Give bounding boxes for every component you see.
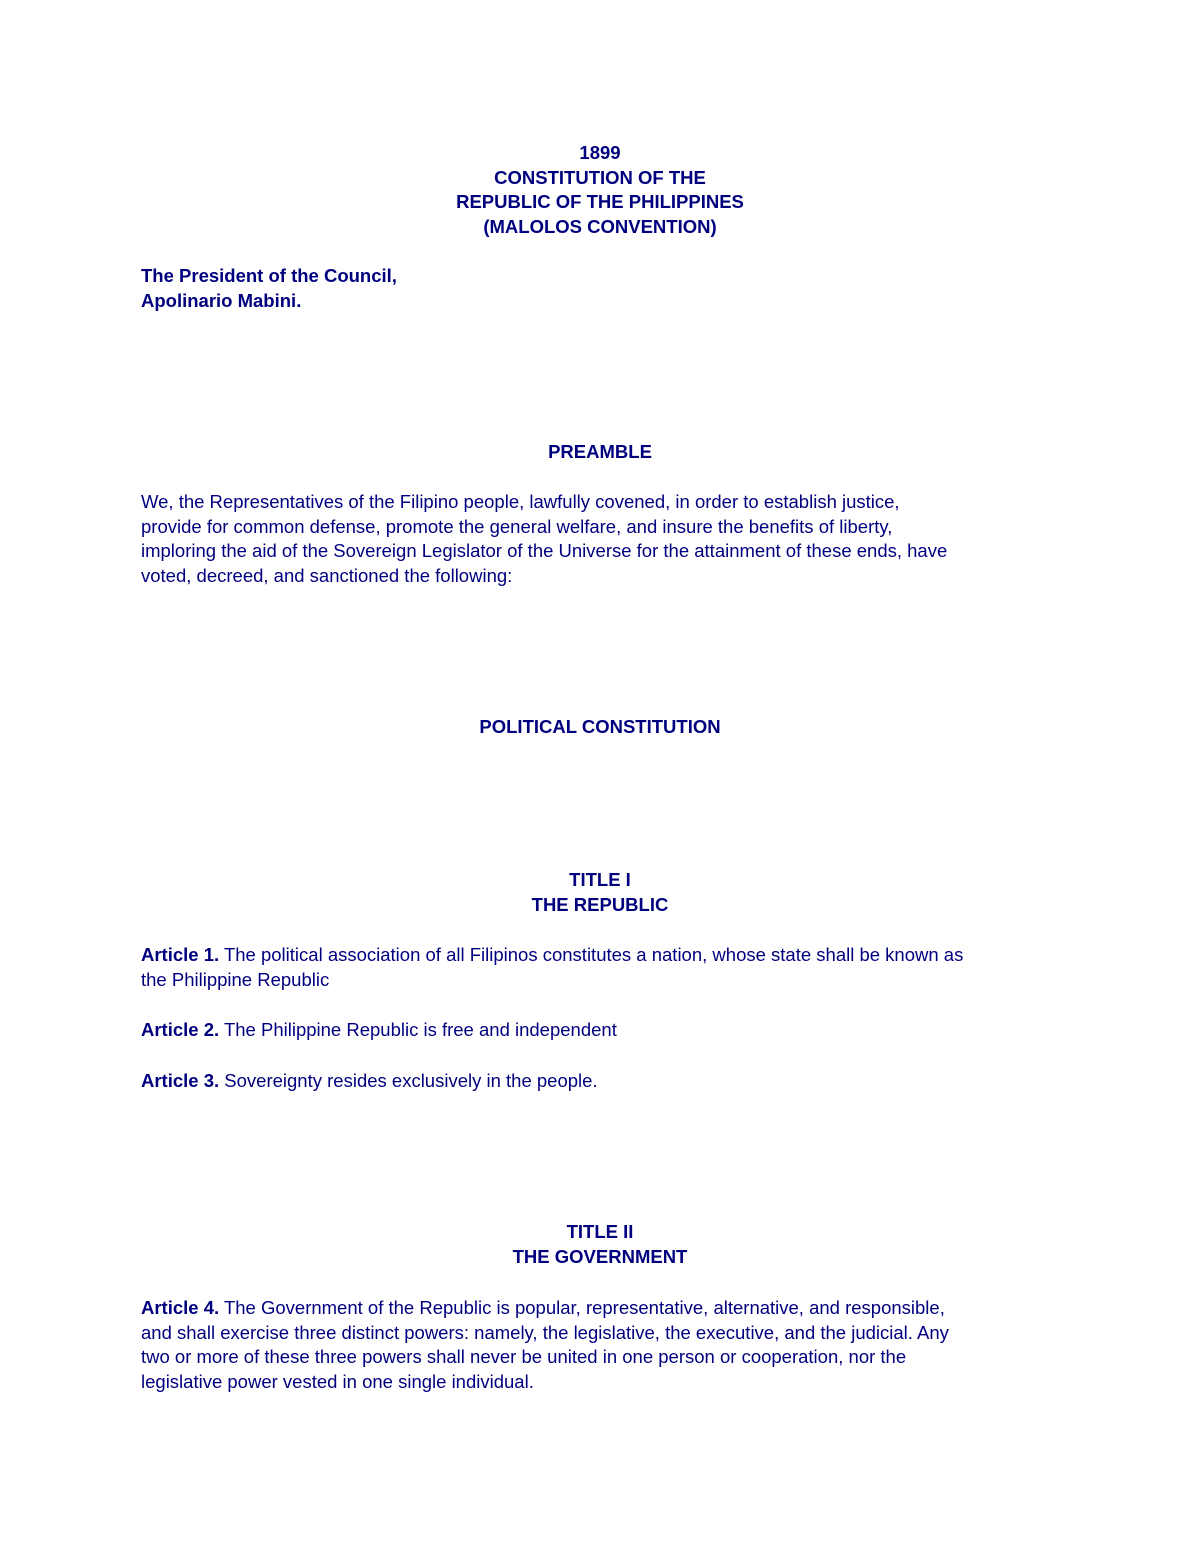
title-1-heading xyxy=(141,868,1059,917)
preamble-line: We, the Representatives of the Filipino people, lawfully covened, in order to establish justice, xyxy=(141,491,900,512)
article-4-text-cont: and shall exercise three distinct powers: namely, the legislative, the executive, and the judicial. Any xyxy=(141,1321,949,1343)
article-1 xyxy=(141,943,1061,992)
article-1-label: Article 1. xyxy=(141,944,220,965)
signatory xyxy=(141,264,1061,313)
article-4-text-cont: legislative power vested in one single individual. xyxy=(141,1370,534,1392)
article-3-text: Sovereignty resides exclusively in the people. xyxy=(219,1070,598,1091)
header-year: 1899 xyxy=(579,142,621,163)
title-2-number: TITLE II xyxy=(566,1221,634,1242)
title-2-heading xyxy=(141,1220,1059,1269)
article-1-text-cont: the Philippine Republic xyxy=(141,968,330,990)
article-2-text: The Philippine Republic is free and independent xyxy=(219,1019,617,1040)
title-2-name: THE GOVERNMENT xyxy=(512,1245,688,1267)
preamble-line: imploring the aid of the Sovereign Legislator of the Universe for the attainment of these ends, have xyxy=(141,540,948,561)
article-4-text-cont: two or more of these three powers shall never be united in one person or cooperation, nor the xyxy=(141,1346,907,1367)
preamble-text xyxy=(141,490,1061,588)
article-3-label: Article 3. xyxy=(141,1070,220,1091)
signatory-line-2: Apolinario Mabini. xyxy=(141,289,302,311)
article-2-label: Article 2. xyxy=(141,1019,220,1040)
title-1-name: THE REPUBLIC xyxy=(531,893,669,915)
article-2 xyxy=(141,1018,1061,1043)
signatory-line-1: The President of the Council, xyxy=(141,265,397,286)
header-line-2: REPUBLIC OF THE PHILIPPINES xyxy=(456,191,744,212)
document-header xyxy=(141,141,1059,239)
article-4 xyxy=(141,1296,1061,1394)
header-line-1: CONSTITUTION OF THE xyxy=(494,166,706,188)
article-1-text: The political association of all Filipinos constitutes a nation, whose state shall be known as xyxy=(219,944,964,965)
title-1-number: TITLE I xyxy=(569,869,631,890)
preamble-heading: PREAMBLE xyxy=(548,441,652,462)
political-constitution-heading: POLITICAL CONSTITUTION xyxy=(479,716,721,737)
article-4-label: Article 4. xyxy=(141,1297,220,1318)
preamble-line: provide for common defense, promote the general welfare, and insure the benefits of liberty, xyxy=(141,515,893,537)
article-4-text: The Government of the Republic is popular, representative, alternative, and responsible, xyxy=(219,1297,945,1318)
article-3 xyxy=(141,1069,1061,1094)
preamble-line: voted, decreed, and sanctioned the following: xyxy=(141,564,513,586)
header-line-3: (MALOLOS CONVENTION) xyxy=(483,215,717,237)
